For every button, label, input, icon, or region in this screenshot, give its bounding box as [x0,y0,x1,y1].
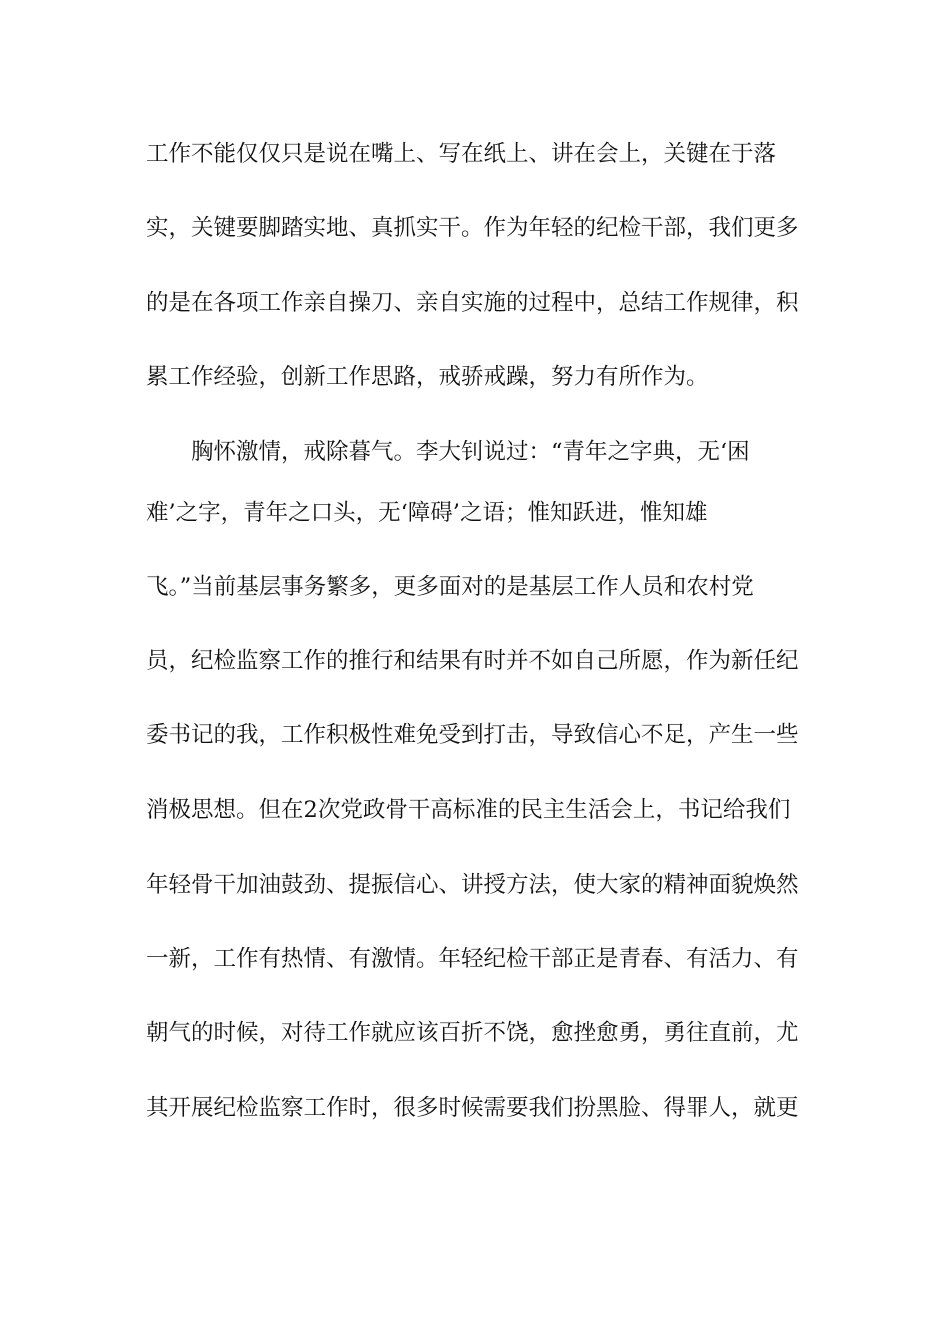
body-text-line: 一新，工作有热情、有激情。年轻纪检干部正是青春、有活力、有 [146,946,799,972]
body-text-line: 消极思想。但在2次党政骨干高标准的民主生活会上，书记给我们 [146,797,791,823]
body-text-line: 飞。”当前基层事务繁多，更多面对的是基层工作人员和农村党 [146,574,754,600]
body-text-line: 委书记的我，工作积极性难免受到打击，导致信心不足，产生一些 [146,722,799,748]
body-text-line: 年轻骨干加油鼓劲、提振信心、讲授方法，使大家的精神面貌焕然 [146,872,799,898]
body-text-line: 的是在各项工作亲自操刀、亲自实施的过程中，总结工作规律，积 [146,290,799,316]
body-text-line: 员，纪检监察工作的推行和结果有时并不如自己所愿，作为新任纪 [146,648,799,674]
body-text-line: 工作不能仅仅只是说在嘴上、写在纸上、讲在会上，关键在于落 [146,141,777,167]
body-text-line: 难’之字，青年之口头，无‘障碍’之语；惟知跃进，惟知雄 [146,500,708,526]
paragraph-first-line: 胸怀激情，戒除暮气。李大钊说过：“青年之字典，无‘困 [191,439,750,465]
body-text-line: 其开展纪检监察工作时，很多时候需要我们扮黑脸、得罪人，就更 [146,1095,799,1121]
body-text-line: 朝气的时候，对待工作就应该百折不饶，愈挫愈勇，勇往直前，尤 [146,1020,799,1046]
body-text-line: 实，关键要脚踏实地、真抓实干。作为年轻的纪检干部，我们更多 [146,215,799,241]
body-text-line: 累工作经验，创新工作思路，戒骄戒躁，努力有所作为。 [146,364,709,390]
